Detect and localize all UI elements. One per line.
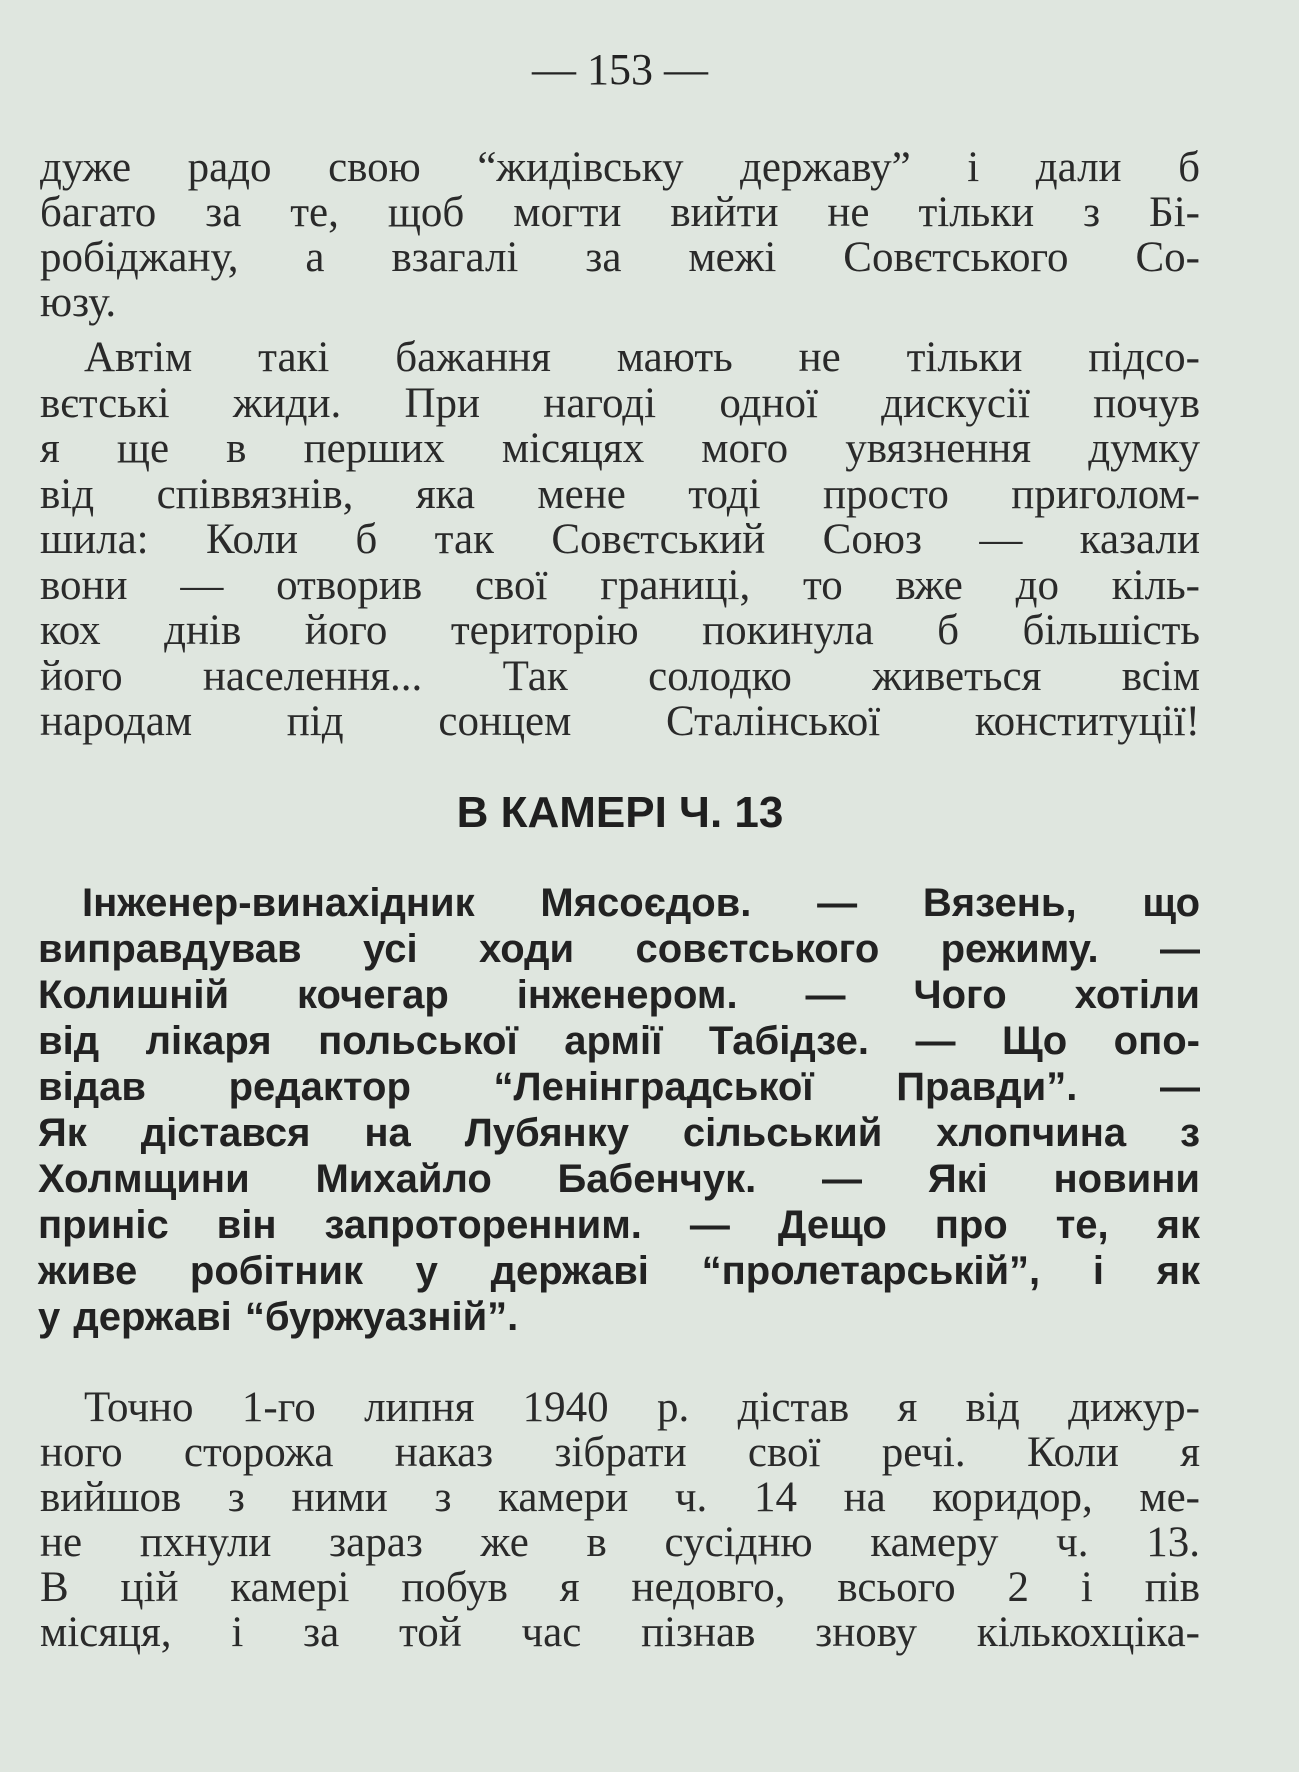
summary-line: відав редактор “Ленінградської Правди”. — (38, 1065, 1200, 1109)
summary-line: у державі “буржуазній”. (38, 1295, 519, 1339)
text-line: робіджану, а взагалі за межі Совєтського Со- (40, 234, 1200, 281)
text-line: багато за те, щоб могти вийти не тільки з Бі- (40, 189, 1200, 236)
chapter-heading: В КАМЕРІ Ч. 13 (456, 788, 784, 837)
text-line: я ще в перших місяцях мого увязнення думку (40, 425, 1200, 472)
text-line: від співвязнів, яка мене тоді просто приголом- (40, 470, 1200, 518)
paragraph-1 (40, 145, 1200, 325)
text-line: народам під сонцем Сталінської конституції! (40, 698, 1200, 745)
text-line: його населення... Так солодко живеться всім (40, 652, 1200, 700)
summary-line: від лікаря польської армії Табідзе. — Що опо- (38, 1019, 1200, 1063)
paragraph-2 (40, 335, 1200, 745)
text-line: місяця, і за той час пізнав знову кількохціка- (40, 1609, 1200, 1656)
text-line: Автім такі бажання мають не тільки підсо- (84, 334, 1200, 381)
summary-line: живе робітник у державі “пролетарській”, і як (38, 1249, 1200, 1293)
text-line: Точно 1-го липня 1940 р. дістав я від дижур- (84, 1384, 1200, 1431)
text-line: вийшов з ними з камери ч. 14 на коридор, ме- (40, 1474, 1200, 1521)
text-line: В цій камері побув я недовго, всього 2 і пів (40, 1564, 1200, 1611)
summary-line: приніс він запроторенним. — Дещо про те, як (38, 1203, 1200, 1247)
text-line: кох днів його територію покинула б більшість (40, 607, 1200, 654)
summary-line: виправдував усі ходи совєтського режиму. — (38, 927, 1200, 971)
text-line: ного сторожа наказ зібрати свої речі. Коли я (40, 1429, 1200, 1476)
text-line: дуже радо свою “жидівську державу” і дали б (40, 144, 1200, 191)
text-line: шила: Коли б так Совєтський Союз — казали (40, 516, 1200, 563)
summary-line: Інженер-винахідник Мясоєдов. — Вязень, що (82, 881, 1200, 925)
page-number: — 153 — (532, 45, 708, 94)
text-line: вєтські жиди. При нагоді одної дискусії почув (40, 379, 1200, 427)
text-line: вони — отворив свої границі, то вже до кіль- (40, 561, 1200, 609)
chapter-summary (38, 880, 1200, 1340)
summary-line: Як дістався на Лубянку сільський хлопчина з (38, 1111, 1200, 1155)
summary-line: Колишній кочегар інженером. — Чого хотіли (38, 973, 1200, 1017)
text-line: не пхнули зараз же в сусідню камеру ч. 13. (40, 1519, 1200, 1566)
text-line: юзу. (40, 279, 117, 326)
summary-line: Холмщини Михайло Бабенчук. — Які новини (38, 1157, 1200, 1201)
paragraph-3 (40, 1385, 1200, 1655)
